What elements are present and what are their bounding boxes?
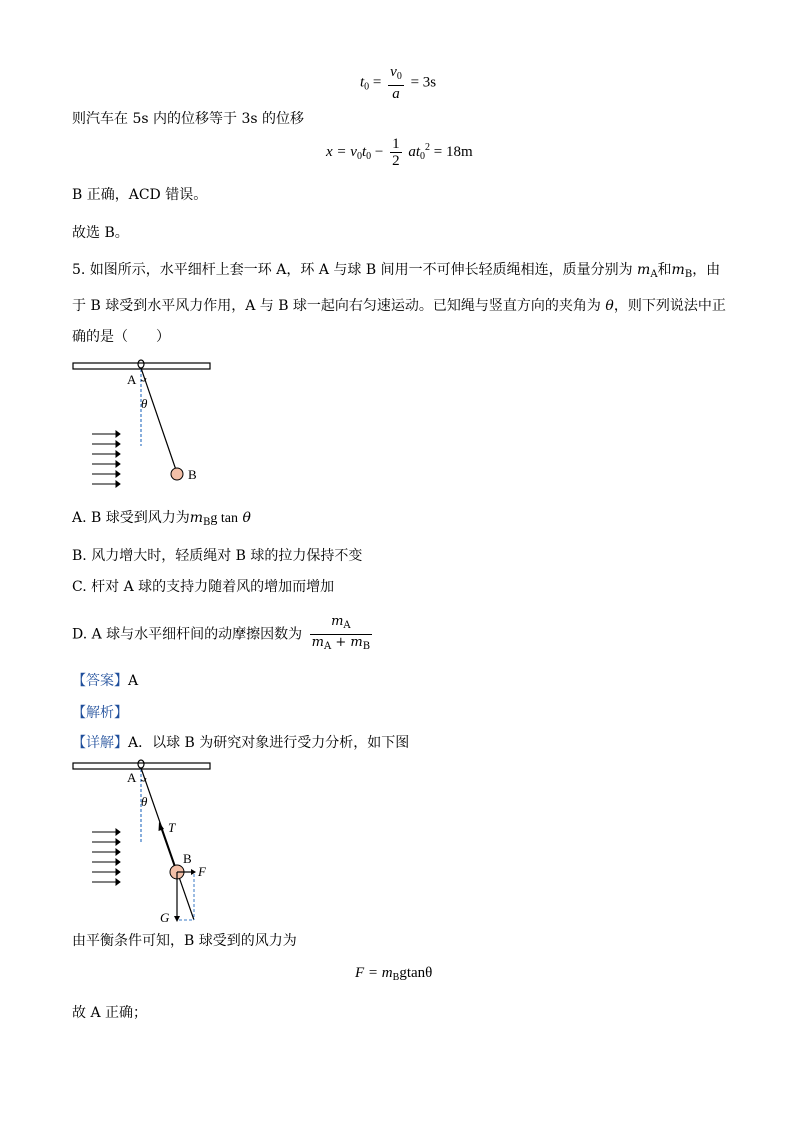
rope-2 bbox=[141, 768, 194, 920]
text-line-1: 则汽车在 5s 内的位移等于 3s 的位移 bbox=[72, 111, 304, 127]
question-mB-sub: B bbox=[684, 269, 693, 280]
rope bbox=[141, 368, 176, 470]
eq1-fraction bbox=[388, 64, 404, 102]
option-D bbox=[72, 614, 375, 655]
ball-B bbox=[171, 468, 183, 480]
eq2-v-sub: 0 bbox=[356, 150, 362, 162]
label-B: B bbox=[188, 467, 197, 482]
eq1-den: a bbox=[392, 86, 400, 102]
option-C: C. 杆对 A 球的支持力随着风的增加而增加 bbox=[72, 579, 335, 595]
answer-line bbox=[72, 672, 138, 690]
question-text-1a: 5. 如图所示，水平细杆上套一环 A，环 A 与球 B 间用一不可伸长轻质绳相连，质量分别为 bbox=[72, 262, 633, 278]
label-theta: θ bbox=[141, 396, 148, 411]
label-B-2: B bbox=[183, 851, 192, 866]
tension-arrowhead bbox=[159, 822, 165, 831]
eq2-frac-den: 2 bbox=[392, 153, 400, 169]
question-theta: θ bbox=[605, 298, 614, 314]
eq1-lhs-sub: 0 bbox=[364, 81, 370, 93]
eq2-rhs: = 18m bbox=[433, 143, 473, 160]
question-mA-sub: A bbox=[650, 269, 658, 280]
eq3-sub: B bbox=[392, 972, 400, 983]
label-G: G bbox=[160, 910, 170, 925]
detail-line bbox=[72, 734, 409, 752]
question-mA: m bbox=[637, 262, 651, 278]
label-theta-2: θ bbox=[141, 794, 148, 809]
eq3-eq: = m bbox=[364, 965, 393, 981]
option-D-den-b-sub: B bbox=[362, 641, 371, 652]
option-A-sub: B bbox=[203, 517, 211, 528]
eq2-at-sup: 2 bbox=[425, 141, 430, 153]
text-line-2: B 正确，ACD 错误。 bbox=[72, 187, 208, 203]
gravity-arrowhead bbox=[174, 916, 180, 922]
equation-wind-force bbox=[355, 965, 432, 983]
option-D-den-a-sub: A bbox=[323, 641, 332, 652]
equation-displacement bbox=[326, 136, 473, 169]
option-D-prefix: D. A 球与水平细杆间的动摩擦因数为 bbox=[72, 626, 303, 643]
label-T: T bbox=[168, 820, 176, 835]
figure-1 bbox=[70, 356, 220, 492]
eq2-at-sub: 0 bbox=[420, 150, 425, 162]
question-line-1 bbox=[72, 261, 720, 284]
option-A-m: m bbox=[189, 510, 204, 526]
eq1-num-sub: 0 bbox=[396, 71, 402, 82]
eq2-lhs: x = v bbox=[326, 143, 357, 160]
eq2-t: t bbox=[361, 143, 367, 160]
eq1-lhs: t bbox=[360, 74, 365, 91]
question-text-2: 于 B 球受到水平风力作用，A 与 B 球一起向右匀速运动。已知绳与竖直方向的夹角为 bbox=[72, 298, 601, 314]
option-A-rest: g tan bbox=[210, 511, 238, 526]
answer-label: 【答案】 bbox=[72, 673, 128, 689]
label-A: A bbox=[127, 372, 137, 387]
answer-value: A bbox=[128, 673, 139, 689]
eq2-fraction bbox=[390, 136, 402, 169]
equation-t0: $t_0$ = $\frac{v_0}{a}$ = 3s bbox=[360, 64, 437, 102]
option-A bbox=[72, 509, 251, 532]
text-line-4: 由平衡条件可知，B 球受到的风力为 bbox=[72, 933, 297, 949]
analysis-label: 【解析】 bbox=[72, 705, 128, 721]
question-mB: m bbox=[671, 262, 685, 278]
eq1-rhs: = 3s bbox=[410, 74, 437, 91]
eq2-frac-num: 1 bbox=[392, 136, 400, 152]
question-line-2 bbox=[72, 297, 726, 315]
option-D-den-b: m bbox=[350, 635, 363, 650]
option-D-num: m bbox=[331, 614, 344, 629]
eq2-t-sub: 0 bbox=[366, 150, 372, 162]
question-line-3: 确的是（ ） bbox=[72, 329, 170, 345]
eq3-rhs: gtanθ bbox=[399, 965, 433, 981]
label-F: F bbox=[198, 864, 206, 879]
wind-arrows bbox=[92, 431, 120, 487]
option-A-theta: θ bbox=[242, 510, 251, 526]
option-D-fraction bbox=[310, 614, 372, 655]
question-text-2b: ，则下列说法中正 bbox=[613, 298, 726, 314]
wind-arrows-2 bbox=[92, 829, 120, 885]
option-D-num-sub: A bbox=[343, 620, 351, 631]
question-text-1b: ，由 bbox=[692, 262, 721, 278]
option-D-den-a: m bbox=[311, 635, 324, 650]
question-he: 和 bbox=[657, 262, 672, 278]
analysis-line bbox=[72, 704, 128, 722]
option-D-den-plus: + bbox=[331, 635, 351, 650]
eq2-at: at bbox=[408, 143, 420, 160]
detail-text: A．以球 B 为研究对象进行受力分析，如下图 bbox=[128, 735, 410, 751]
text-line-3: 故选 B。 bbox=[72, 225, 129, 241]
eq1-num: v bbox=[390, 64, 397, 80]
text-line-5: 故 A 正确； bbox=[72, 1005, 148, 1021]
option-B: B. 风力增大时，轻质绳对 B 球的拉力保持不变 bbox=[72, 548, 363, 564]
label-A-2: A bbox=[127, 770, 137, 785]
option-A-prefix: A. B 球受到风力为 bbox=[72, 510, 190, 526]
detail-label: 【详解】 bbox=[72, 735, 128, 751]
eq2-minus: − bbox=[374, 143, 384, 160]
figure-2 bbox=[70, 756, 220, 928]
eq3-lhs: F bbox=[355, 965, 365, 981]
